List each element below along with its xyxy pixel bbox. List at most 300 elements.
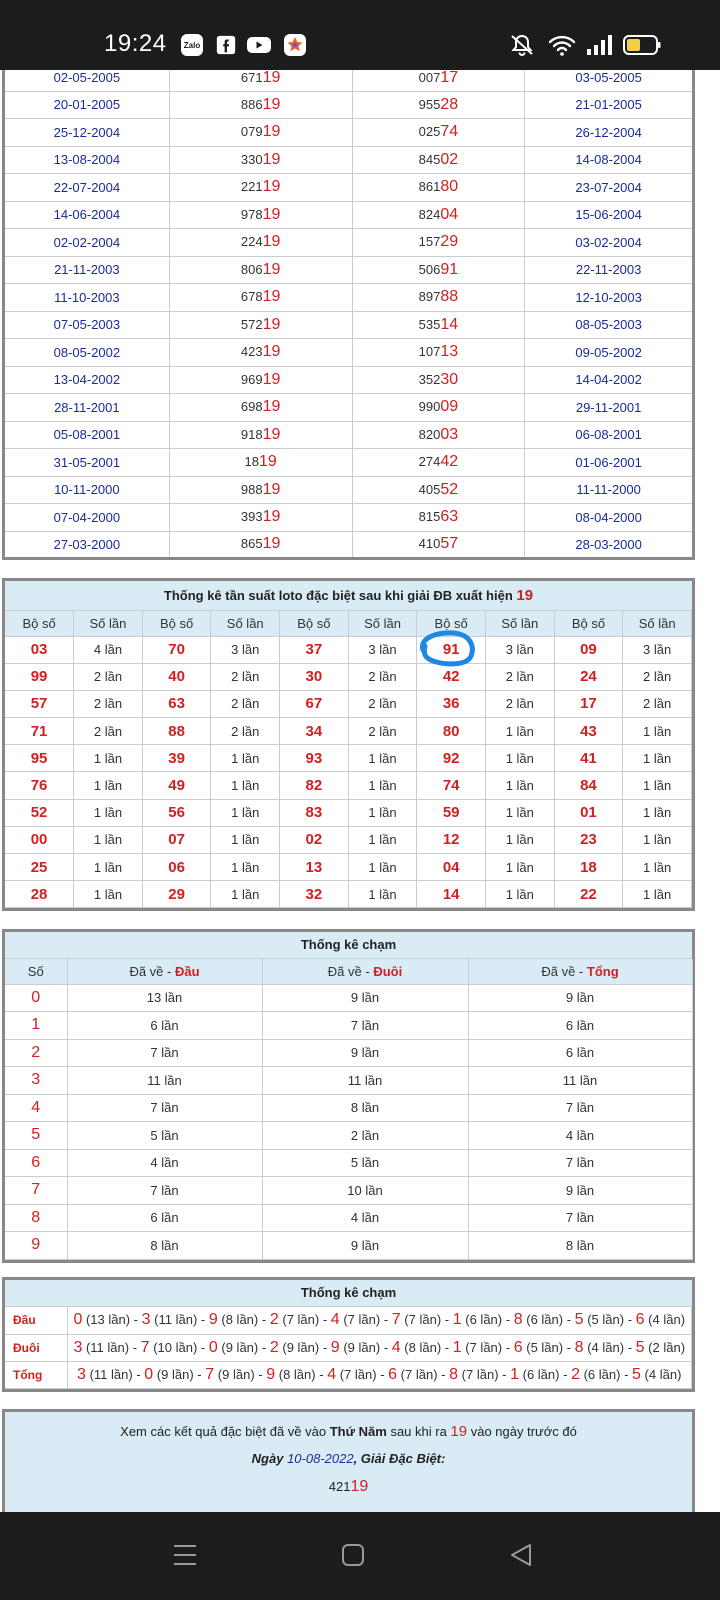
history-row (4, 146, 694, 174)
count-cell: 3 lần (211, 636, 280, 663)
number-cell: 91 (417, 636, 486, 663)
frequency-row (5, 718, 692, 745)
status-bar (0, 0, 720, 70)
frequency-row (5, 690, 692, 717)
history-row (4, 256, 694, 284)
cham-summary-row (5, 1361, 692, 1388)
rank-count: 7 lần (465, 1366, 495, 1382)
ranking-cell: 3 (11 lần) - 0 (9 lần) - 7 (9 lần) - 9 (8 lần) - 4 (7 lần) - 6 (7 lần) - 8 (7 lần) - 1 (6 lần) - 2 (6 lần) - 5 (4 lần) (67, 1361, 692, 1388)
frequency-row (5, 881, 692, 908)
rank-count: 7 lần (344, 1366, 373, 1382)
rank-digit: 8 (449, 1365, 459, 1383)
count-cell: 2 lần (348, 663, 417, 690)
history-row (4, 284, 694, 312)
rank-count: 4 lần (648, 1366, 678, 1382)
history-row (4, 476, 694, 504)
count-cell: 1 lần (485, 718, 554, 745)
next-prize-cell: 50691 (352, 256, 525, 284)
count-cell: 1 lần (348, 881, 417, 908)
zalo-icon (180, 33, 204, 57)
rank-count: 8 lần (283, 1366, 312, 1382)
row-label: Đầu (5, 1307, 67, 1334)
history-row (4, 449, 694, 477)
date-cell: 10-11-2000 (4, 476, 170, 504)
rank-count: 9 lần (286, 1339, 315, 1355)
count-cell: 1 lần (623, 854, 692, 881)
number-cell: 83 (280, 799, 349, 826)
date-cell: 07-05-2003 (4, 311, 170, 339)
special-prize-cell: 42319 (169, 339, 352, 367)
number-cell: 03 (5, 636, 74, 663)
menu-icon[interactable] (172, 1542, 198, 1568)
frequency-header-cell: Bộ số (5, 611, 74, 636)
number-cell: 01 (554, 799, 623, 826)
number-cell: 36 (417, 690, 486, 717)
cham-summary-row (5, 1334, 692, 1361)
next-prize-cell: 99009 (352, 394, 525, 422)
count-cell: 7 lần (67, 1094, 262, 1122)
page-content (0, 70, 720, 1512)
frequency-row (5, 663, 692, 690)
count-cell: 1 lần (211, 772, 280, 799)
ranking-cell: 0 (13 lần) - 3 (11 lần) - 9 (8 lần) - 2 (7 lần) - 4 (7 lần) - 7 (7 lần) - 1 (6 lần) - 8 (6 lần) - 5 (5 lần) - 6 (4 lần) (67, 1307, 692, 1334)
count-cell: 11 lần (262, 1067, 468, 1095)
digit-cell: 9 (5, 1232, 67, 1260)
number-cell: 43 (554, 718, 623, 745)
special-prize-cell: 57219 (169, 311, 352, 339)
youtube-icon (246, 33, 272, 57)
special-prize-cell: 39319 (169, 504, 352, 532)
history-row (4, 531, 694, 559)
count-cell: 1 lần (623, 881, 692, 908)
rank-digit: 8 (513, 1311, 523, 1329)
special-prize-cell: 22419 (169, 229, 352, 257)
rank-digit: 6 (388, 1365, 398, 1383)
rank-count: 5 lần (591, 1312, 620, 1328)
rank-digit: 7 (205, 1365, 215, 1383)
count-cell: 1 lần (348, 854, 417, 881)
number-cell: 56 (142, 799, 211, 826)
next-date-cell: 14-08-2004 (525, 146, 694, 174)
number-cell: 24 (554, 663, 623, 690)
number-cell: 71 (5, 718, 74, 745)
number-cell: 76 (5, 772, 74, 799)
count-cell: 11 lần (468, 1067, 692, 1095)
next-prize-cell: 10713 (352, 339, 525, 367)
count-cell: 1 lần (211, 826, 280, 853)
rank-digit: 9 (330, 1338, 340, 1356)
rank-digit: 7 (391, 1311, 401, 1329)
rank-digit: 1 (452, 1311, 462, 1329)
digit-cell: 8 (5, 1204, 67, 1232)
frequency-table (5, 611, 692, 908)
number-cell: 80 (417, 718, 486, 745)
frequency-header-cell: Số lần (623, 611, 692, 636)
count-cell: 1 lần (74, 826, 143, 853)
count-cell: 2 lần (262, 1122, 468, 1150)
count-cell: 8 lần (67, 1232, 262, 1260)
next-date-cell: 21-01-2005 (525, 91, 694, 119)
number-cell: 07 (142, 826, 211, 853)
history-row (4, 394, 694, 422)
header-dau: Đã về - Đầu (67, 959, 262, 984)
date-cell: 11-10-2003 (4, 284, 170, 312)
cham-row (5, 1039, 692, 1067)
count-cell: 2 lần (211, 690, 280, 717)
frequency-header-cell: Số lần (74, 611, 143, 636)
number-cell: 04 (417, 854, 486, 881)
count-cell: 11 lần (67, 1067, 262, 1095)
rank-digit: 3 (73, 1338, 83, 1356)
count-cell: 1 lần (211, 854, 280, 881)
cham-summary-section (2, 1277, 695, 1392)
count-cell: 1 lần (348, 772, 417, 799)
number-cell: 39 (142, 745, 211, 772)
count-cell: 1 lần (623, 718, 692, 745)
rank-digit: 1 (452, 1338, 462, 1356)
count-cell: 7 lần (262, 1012, 468, 1040)
special-prize-cell: 33019 (169, 146, 352, 174)
number-cell: 28 (5, 881, 74, 908)
rank-digit: 6 (513, 1338, 523, 1356)
number-cell: 95 (5, 745, 74, 772)
date-cell: 25-12-2004 (4, 119, 170, 147)
count-cell: 7 lần (468, 1094, 692, 1122)
rank-count: 11 lần (93, 1366, 129, 1382)
count-cell: 4 lần (468, 1122, 692, 1150)
number-cell: 32 (280, 881, 349, 908)
date-cell: 21-11-2003 (4, 256, 170, 284)
digit-cell: 2 (5, 1039, 67, 1067)
ranking-cell: 3 (11 lần) - 7 (10 lần) - 0 (9 lần) - 2 (9 lần) - 9 (9 lần) - 4 (8 lần) - 1 (7 lần) - 6 (5 lần) - 8 (4 lần) - 5 (2 lần) (67, 1334, 692, 1361)
number-cell: 06 (142, 854, 211, 881)
count-cell: 7 lần (67, 1039, 262, 1067)
number-cell: 92 (417, 745, 486, 772)
count-cell: 13 lần (67, 984, 262, 1012)
count-cell: 1 lần (211, 799, 280, 826)
result-date-line: Ngày 10-08-2022, Giải Đặc Biệt: (251, 1451, 446, 1466)
number-cell: 49 (142, 772, 211, 799)
next-date-cell: 08-05-2003 (525, 311, 694, 339)
cham-row (5, 1122, 692, 1150)
frequency-section (2, 578, 695, 911)
count-cell: 6 lần (468, 1039, 692, 1067)
count-cell: 9 lần (262, 1232, 468, 1260)
home-icon[interactable] (340, 1542, 366, 1568)
history-row (4, 91, 694, 119)
number-cell: 23 (554, 826, 623, 853)
rank-count: 6 lần (530, 1312, 559, 1328)
header-tong: Đã về - Tổng (468, 959, 692, 984)
next-prize-cell: 35230 (352, 366, 525, 394)
cham-table (5, 959, 693, 1260)
cham-summary-table (5, 1307, 692, 1389)
frequency-row (5, 799, 692, 826)
count-cell: 6 lần (67, 1012, 262, 1040)
special-prize-cell: 97819 (169, 201, 352, 229)
rank-digit: 5 (635, 1338, 645, 1356)
history-table (2, 70, 695, 560)
cham-row (5, 1067, 692, 1095)
count-cell: 9 lần (468, 1177, 692, 1205)
rank-digit: 1 (510, 1365, 519, 1383)
special-prize-cell: 1819 (169, 449, 352, 477)
next-date-cell: 29-11-2001 (525, 394, 694, 422)
svg-text:Zalo: Zalo (183, 41, 201, 50)
number-cell: 42 (417, 663, 486, 690)
count-cell: 3 lần (348, 636, 417, 663)
frequency-header-cell: Bộ số (142, 611, 211, 636)
count-cell: 3 lần (623, 636, 692, 663)
count-cell: 1 lần (74, 854, 143, 881)
next-prize-cell: 89788 (352, 284, 525, 312)
next-prize-cell: 82404 (352, 201, 525, 229)
count-cell: 1 lần (211, 881, 280, 908)
next-prize-cell: 95528 (352, 91, 525, 119)
next-date-cell: 22-11-2003 (525, 256, 694, 284)
frequency-header-cell: Bộ số (554, 611, 623, 636)
cham-row (5, 984, 692, 1012)
cham-row (5, 1177, 692, 1205)
next-prize-cell: 84502 (352, 146, 525, 174)
next-date-cell: 26-12-2004 (525, 119, 694, 147)
number-cell: 30 (280, 663, 349, 690)
number-cell: 02 (280, 826, 349, 853)
next-prize-cell: 82003 (352, 421, 525, 449)
rank-count: 2 lần (652, 1339, 681, 1355)
next-date-cell: 14-04-2002 (525, 366, 694, 394)
special-prize-cell: 69819 (169, 394, 352, 422)
next-prize-cell: 40552 (352, 476, 525, 504)
frequency-header-cell: Số lần (348, 611, 417, 636)
number-cell: 29 (142, 881, 211, 908)
special-prize-cell: 98819 (169, 476, 352, 504)
back-icon[interactable] (508, 1542, 534, 1568)
number-cell: 14 (417, 881, 486, 908)
number-cell: 57 (5, 690, 74, 717)
row-label: Đuôi (5, 1334, 67, 1361)
app-star-icon (283, 33, 307, 57)
number-cell: 88 (142, 718, 211, 745)
count-cell: 4 lần (67, 1149, 262, 1177)
count-cell: 6 lần (468, 1012, 692, 1040)
next-date-cell: 11-11-2000 (525, 476, 694, 504)
history-row (4, 311, 694, 339)
wifi-icon (548, 33, 576, 57)
count-cell: 1 lần (623, 745, 692, 772)
number-cell: 70 (142, 636, 211, 663)
cham-row (5, 1149, 692, 1177)
number-cell: 13 (280, 854, 349, 881)
number-cell: 00 (5, 826, 74, 853)
count-cell: 1 lần (623, 772, 692, 799)
rank-digit: 2 (571, 1365, 580, 1383)
date-cell: 27-03-2000 (4, 531, 170, 559)
count-cell: 7 lần (468, 1149, 692, 1177)
cham-row (5, 1204, 692, 1232)
history-row (4, 339, 694, 367)
special-prize-cell: 67119 (169, 70, 352, 91)
count-cell: 8 lần (262, 1094, 468, 1122)
number-cell: 41 (554, 745, 623, 772)
rank-count: 5 lần (530, 1339, 559, 1355)
next-date-cell: 09-05-2002 (525, 339, 694, 367)
number-cell: 63 (142, 690, 211, 717)
number-cell: 93 (280, 745, 349, 772)
special-prize-cell: 88619 (169, 91, 352, 119)
result-section (2, 1409, 695, 1512)
cham-summary-title: Thống kê chạm (5, 1280, 692, 1307)
rank-count: 13 lần (90, 1312, 126, 1328)
digit-cell: 5 (5, 1122, 67, 1150)
digit-cell: 6 (5, 1149, 67, 1177)
count-cell: 1 lần (485, 799, 554, 826)
number-cell: 99 (5, 663, 74, 690)
rank-count: 7 lần (347, 1312, 376, 1328)
count-cell: 1 lần (623, 826, 692, 853)
count-cell: 2 lần (211, 663, 280, 690)
count-cell: 5 lần (67, 1122, 262, 1150)
cham-row (5, 1094, 692, 1122)
count-cell: 2 lần (348, 690, 417, 717)
facebook-icon (215, 33, 237, 57)
rank-count: 9 lần (222, 1366, 251, 1382)
rank-count: 4 lần (652, 1312, 681, 1328)
navigation-bar (0, 1512, 720, 1600)
date-cell: 02-02-2004 (4, 229, 170, 257)
count-cell: 4 lần (262, 1204, 468, 1232)
rank-digit: 5 (632, 1365, 641, 1383)
rank-digit: 4 (327, 1365, 337, 1383)
history-row (4, 119, 694, 147)
digit-cell: 3 (5, 1067, 67, 1095)
count-cell: 7 lần (67, 1177, 262, 1205)
cham-title: Thống kê chạm (5, 932, 692, 959)
cham-row (5, 1012, 692, 1040)
next-prize-cell: 02574 (352, 119, 525, 147)
cham-row (5, 1232, 692, 1260)
count-cell: 2 lần (74, 663, 143, 690)
number-cell: 74 (417, 772, 486, 799)
count-cell: 5 lần (262, 1149, 468, 1177)
rank-count: 6 lần (526, 1366, 556, 1382)
count-cell: 1 lần (485, 826, 554, 853)
result-intro: Xem các kết quả đặc biệt đã về vào Thứ Năm sau khi ra 19 vào ngày trước đó (120, 1423, 577, 1440)
next-date-cell: 12-10-2003 (525, 284, 694, 312)
date-cell: 13-04-2002 (4, 366, 170, 394)
rank-count: 6 lần (469, 1312, 498, 1328)
header-duoi: Đã về - Đuôi (262, 959, 468, 984)
count-cell: 2 lần (485, 690, 554, 717)
count-cell: 1 lần (623, 799, 692, 826)
rank-count: 7 lần (469, 1339, 498, 1355)
count-cell: 1 lần (74, 799, 143, 826)
number-cell: 34 (280, 718, 349, 745)
history-row (4, 229, 694, 257)
next-date-cell: 06-08-2001 (525, 421, 694, 449)
count-cell: 8 lần (468, 1232, 692, 1260)
count-cell: 1 lần (348, 745, 417, 772)
next-prize-cell: 27442 (352, 449, 525, 477)
special-prize-cell: 86519 (169, 531, 352, 559)
rank-count: 11 lần (158, 1312, 193, 1328)
frequency-header-cell: Bộ số (280, 611, 349, 636)
history-row (4, 421, 694, 449)
number-cell: 40 (142, 663, 211, 690)
frequency-title: Thống kê tần suất loto đặc biệt sau khi giải ĐB xuất hiện 19 (5, 581, 692, 611)
rank-digit: 3 (77, 1365, 86, 1383)
count-cell: 10 lần (262, 1177, 468, 1205)
rank-count: 7 lần (405, 1366, 434, 1382)
rank-count: 7 lần (286, 1312, 315, 1328)
frequency-row (5, 826, 692, 853)
digit-cell: 1 (5, 1012, 67, 1040)
count-cell: 1 lần (485, 854, 554, 881)
history-row (4, 174, 694, 202)
special-prize-cell: 96919 (169, 366, 352, 394)
count-cell: 1 lần (74, 745, 143, 772)
frequency-row (5, 854, 692, 881)
special-prize-cell: 67819 (169, 284, 352, 312)
count-cell: 7 lần (468, 1204, 692, 1232)
row-label: Tổng (5, 1361, 67, 1388)
header-so: Số (5, 959, 67, 984)
count-cell: 2 lần (485, 663, 554, 690)
rank-count: 6 lần (587, 1366, 617, 1382)
next-prize-cell: 41057 (352, 531, 525, 559)
date-cell: 28-11-2001 (4, 394, 170, 422)
count-cell: 1 lần (485, 772, 554, 799)
rank-digit: 0 (208, 1338, 218, 1356)
rank-digit: 3 (141, 1311, 151, 1329)
special-prize-cell: 80619 (169, 256, 352, 284)
mute-bell-icon (508, 33, 536, 57)
next-date-cell: 01-06-2001 (525, 449, 694, 477)
frequency-header-cell: Số lần (211, 611, 280, 636)
number-cell: 09 (554, 636, 623, 663)
frequency-header-cell: Bộ số (417, 611, 486, 636)
date-cell: 07-04-2000 (4, 504, 170, 532)
rank-digit: 8 (574, 1338, 584, 1356)
cham-summary-row (5, 1307, 692, 1334)
rank-count: 9 lần (225, 1339, 254, 1355)
number-cell: 37 (280, 636, 349, 663)
rank-digit: 2 (269, 1311, 279, 1329)
number-cell: 17 (554, 690, 623, 717)
digit-cell: 7 (5, 1177, 67, 1205)
date-cell: 08-05-2002 (4, 339, 170, 367)
number-cell: 84 (554, 772, 623, 799)
count-cell: 9 lần (468, 984, 692, 1012)
number-cell: 12 (417, 826, 486, 853)
count-cell: 9 lần (262, 1039, 468, 1067)
number-cell: 25 (5, 854, 74, 881)
next-prize-cell: 15729 (352, 229, 525, 257)
history-row (4, 366, 694, 394)
number-cell: 59 (417, 799, 486, 826)
next-date-cell: 03-02-2004 (525, 229, 694, 257)
rank-digit: 2 (269, 1338, 279, 1356)
date-cell: 31-05-2001 (4, 449, 170, 477)
count-cell: 2 lần (74, 718, 143, 745)
highlight-circle (415, 628, 477, 668)
frequency-row (5, 636, 692, 663)
special-prize-cell: 07919 (169, 119, 352, 147)
count-cell: 2 lần (623, 690, 692, 717)
count-cell: 2 lần (211, 718, 280, 745)
next-prize-cell: 81563 (352, 504, 525, 532)
rank-digit: 4 (330, 1311, 340, 1329)
